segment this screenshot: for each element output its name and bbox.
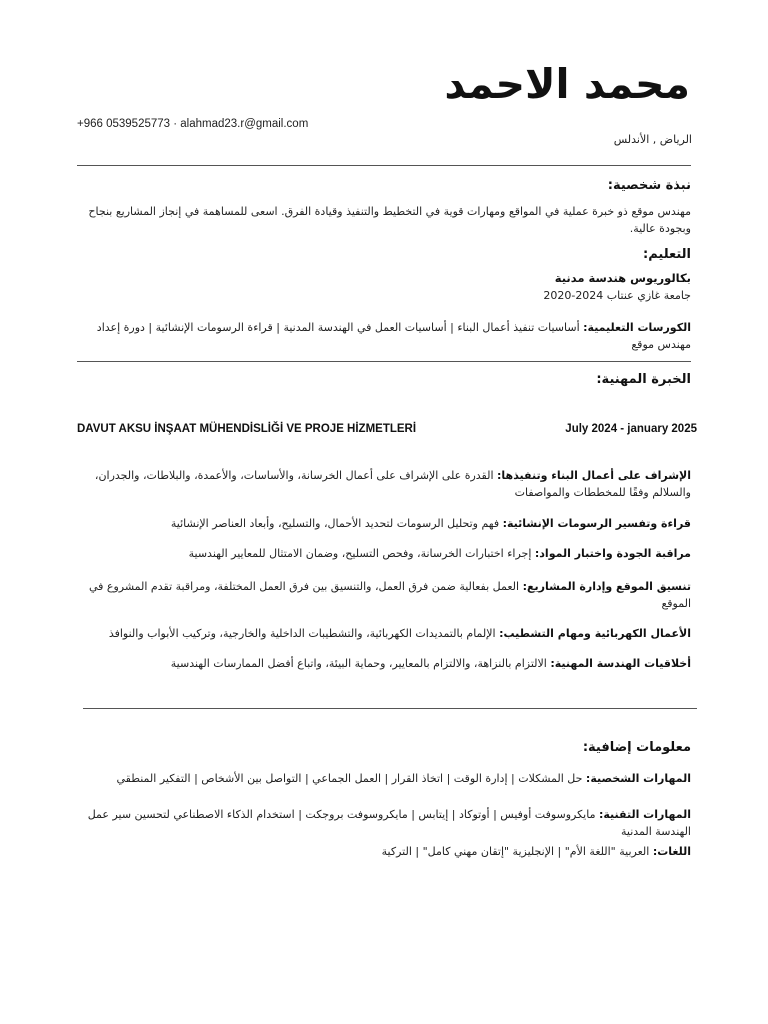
section-divider <box>77 361 691 362</box>
section-divider <box>77 165 691 166</box>
experience-item-text: فهم وتحليل الرسومات لتحديد الأحمال، والتسليح، وأبعاد العناصر الإنشائية <box>170 517 503 530</box>
courses-text: أساسيات تنفيذ أعمال البناء | أساسيات العمل في الهندسة المدنية | قراءة الرسومات الإنشائية | دورة إعداد مهندس موقع <box>96 321 691 351</box>
additional-item <box>116 770 691 787</box>
experience-item <box>73 578 691 612</box>
job-dates: July 2024 - january 2025 <box>565 423 697 435</box>
additional-item-label: المهارات التقنية: <box>598 808 691 821</box>
contact-info: +966 0539525773 · alahmad23.r@gmail.com <box>77 118 309 130</box>
experience-item-label: تنسيق الموقع وإدارة المشاريع: <box>522 580 691 593</box>
profile-heading: نبذة شخصية: <box>607 178 691 193</box>
additional-item <box>77 806 691 840</box>
experience-item-label: الإشراف على أعمال البناء وتنفيذها: <box>497 469 691 482</box>
courses-paragraph <box>75 319 691 353</box>
company-name: DAVUT AKSU İNŞAAT MÜHENDİSLİĞİ VE PROJE HİZMETLERİ <box>77 423 417 435</box>
experience-item-label: قراءة وتفسير الرسومات الإنشائية: <box>502 517 691 530</box>
education-heading: التعليم: <box>643 247 691 262</box>
additional-item-text: حل المشكلات | إدارة الوقت | اتخاذ القرار | العمل الجماعي | التواصل بين الأشخاص | التفكير المنطقي <box>116 772 586 785</box>
experience-item-text: القدرة على الإشراف على أعمال الخرسانة، والأساسات، والأعمدة، والبلاطات، والجدران، والسلالم وفقًا للمخططات والمواصفات <box>94 469 691 499</box>
experience-item <box>73 625 691 642</box>
courses-label: الكورسات التعليمية: <box>583 321 691 334</box>
experience-item <box>73 545 691 562</box>
additional-item-label: المهارات الشخصية: <box>585 772 691 785</box>
experience-item <box>73 515 691 532</box>
additional-item-text: مايكروسوفت أوفيس | أوتوكاد | إيتابس | مايكروسوفت بروجكت | استخدام الذكاء الاصطناعي لتحسين سير عمل الهندسة المدنية <box>87 808 691 838</box>
profile-text: مهندس موقع ذو خبرة عملية في المواقع ومهارات قوية في التخطيط والتنفيذ وقيادة الفرق. اسعى للمساهمة في إنجاز المشاريع بنجاح وبجودة عالية. <box>88 205 691 235</box>
additional-item-text: العربية "اللغة الأم" | الإنجليزية "إتقان مهني كامل" | التركية <box>381 845 653 858</box>
experience-heading: الخبرة المهنية: <box>596 372 691 387</box>
experience-item-text: إجراء اختبارات الخرسانة، وفحص التسليح، وضمان الامتثال للمعايير الهندسية <box>188 547 535 560</box>
experience-item-label: الأعمال الكهربائية ومهام التشطيب: <box>499 627 691 640</box>
experience-item-text: العمل بفعالية ضمن فرق العمل، والتنسيق بين فرق العمل المختلفة، ومراقبة تقدم المشروع في الموقع <box>88 580 691 610</box>
experience-item <box>73 467 691 501</box>
experience-item-text: الإلمام بالتمديدات الكهربائية، والتشطيبات الداخلية والخارجية، وتركيب الأبواب والنوافذ <box>108 627 500 640</box>
experience-item-text: الالتزام بالنزاهة، والالتزام بالمعايير، وحماية البيئة، واتباع أفضل الممارسات الهندسية <box>170 657 551 670</box>
university-line: جامعة غازي عنتاب 2024-2020 <box>543 289 691 302</box>
additional-heading: معلومات إضافية: <box>582 740 691 755</box>
location: الرياض , الأندلس <box>613 133 692 146</box>
degree-title: بكالوريوس هندسة مدنية <box>554 271 691 285</box>
additional-item-label: اللغات: <box>652 845 691 858</box>
full-name: محمد الاحمد <box>444 60 690 108</box>
additional-item <box>77 843 691 860</box>
experience-item-label: مراقبة الجودة واختبار المواد: <box>534 547 691 560</box>
experience-item-label: أخلاقيات الهندسة المهنية: <box>550 657 691 670</box>
section-divider <box>83 708 697 709</box>
job-header <box>77 420 697 438</box>
experience-item <box>73 655 691 672</box>
